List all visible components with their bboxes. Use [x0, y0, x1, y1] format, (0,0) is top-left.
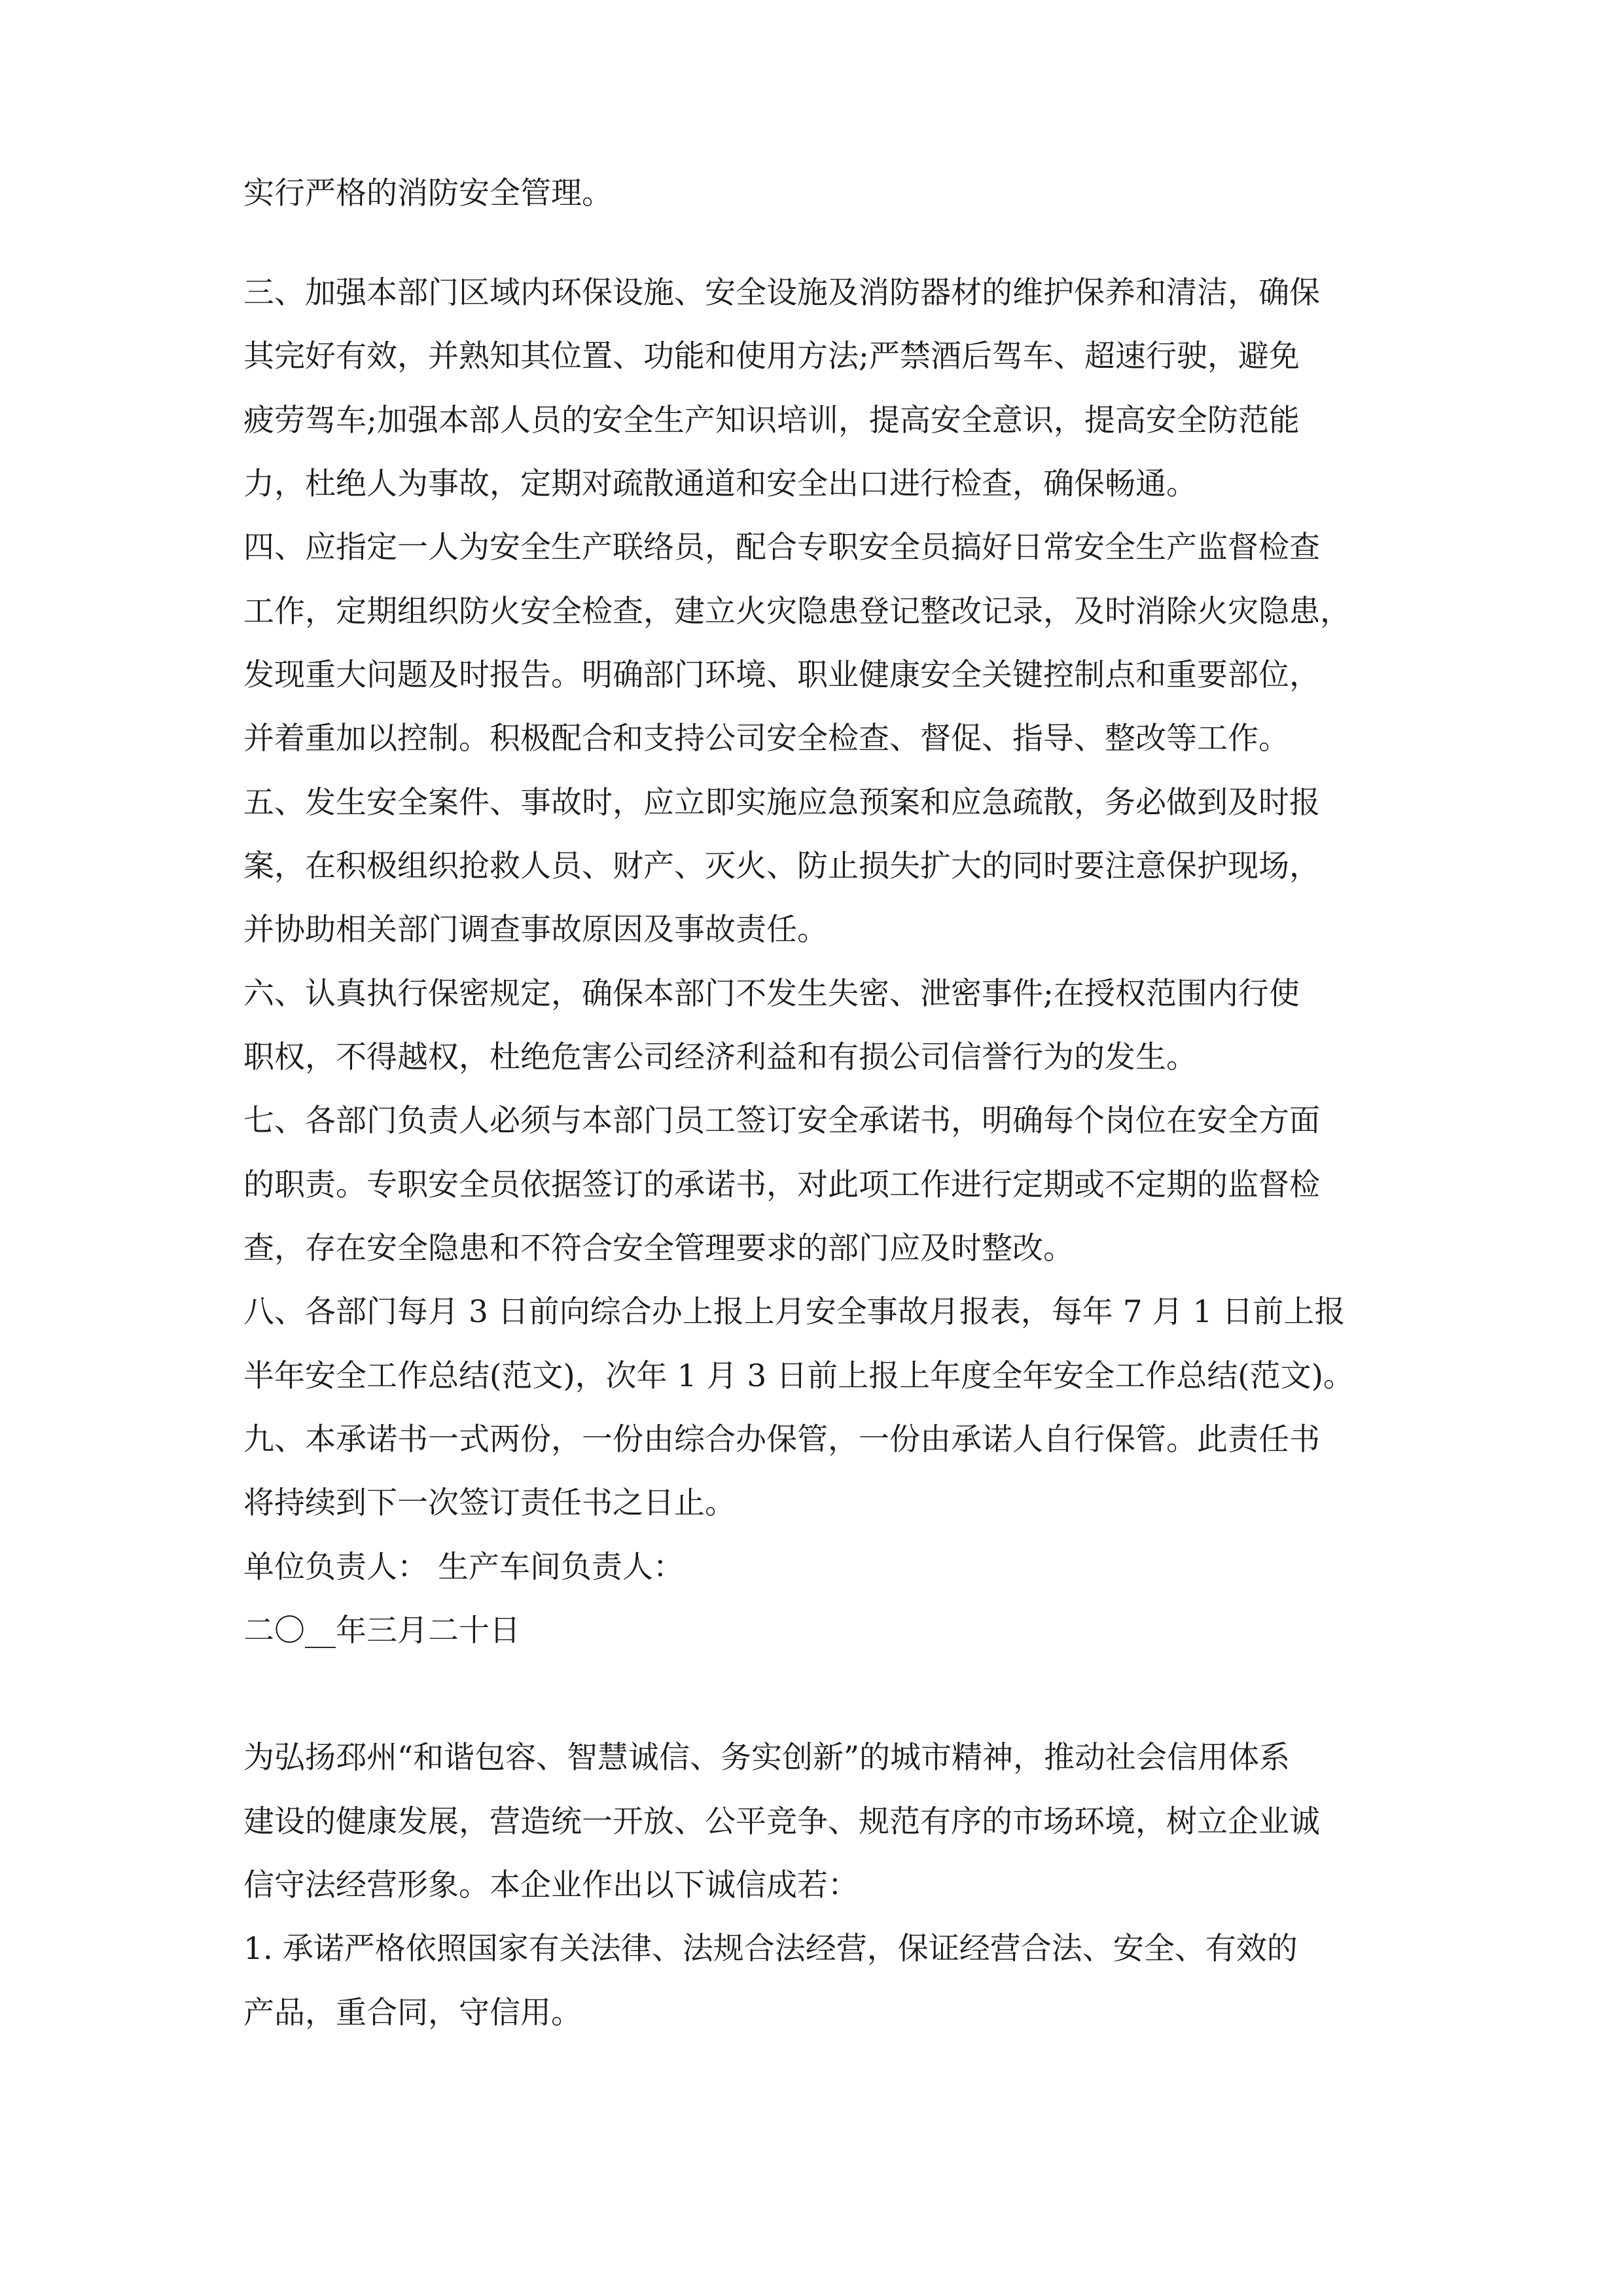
- text-line: 九、本承诺书一式两份，一份由综合办保管，一份由承诺人自行保管。此责任书: [243, 1422, 1320, 1458]
- text-line: 半年安全工作总结(范文)，次年 1 月 3 日前上报上年度全年安全工作总结(范文)。: [243, 1358, 1354, 1394]
- text-line: 发现重大问题及时报告。明确部门环境、职业健康安全关键控制点和重要部位，: [243, 657, 1320, 693]
- text-line: 工作，定期组织防火安全检查，建立火灾隐患登记整改记录，及时消除火灾隐患，: [243, 594, 1351, 630]
- text-line: 为弘扬邳州“和谐包容、智慧诚信、务实创新”的城市精神，推动社会信用体系: [243, 1740, 1291, 1776]
- text-line: 六、认真执行保密规定，确保本部门不发生失密、泄密事件;在授权范围内行使: [243, 976, 1300, 1012]
- signature-line: 单位负责人： 生产车间负责人：: [243, 1549, 684, 1585]
- text-line: 七、各部门负责人必须与本部门员工签订安全承诺书，明确每个岗位在安全方面: [243, 1103, 1320, 1139]
- text-line: 八、各部门每月 3 日前向综合办上报上月安全事故月报表，每年 7 月 1 日前上报: [243, 1294, 1346, 1330]
- text-line: 并协助相关部门调查事故原因及事故责任。: [243, 912, 828, 948]
- text-line: 其完好有效，并熟知其位置、功能和使用方法;严禁酒后驾车、超速行驶，避免: [243, 338, 1300, 374]
- text-line: 1. 承诺严格依照国家有关法律、法规合法经营，保证经营合法、安全、有效的: [243, 1931, 1298, 1967]
- text-line: 三、加强本部门区域内环保设施、安全设施及消防器材的维护保养和清洁，确保: [243, 275, 1320, 311]
- text-line: 的职责。专职安全员依据签订的承诺书，对此项工作进行定期或不定期的监督检: [243, 1167, 1320, 1203]
- text-line: 将持续到下一次签订责任书之日止。: [243, 1485, 736, 1521]
- text-line: 案，在积极组织抢救人员、财产、灭火、防止损失扩大的同时要注意保护现场，: [243, 848, 1320, 884]
- text-line: 职权，不得越权，杜绝危害公司经济利益和有损公司信誉行为的发生。: [243, 1039, 1197, 1075]
- text-line: 疲劳驾车;加强本部人员的安全生产知识培训，提高安全意识，提高安全防范能: [243, 403, 1300, 439]
- text-line: 四、应指定一人为安全生产联络员，配合专职安全员搞好日常安全生产监督检查: [243, 529, 1320, 565]
- text-line: 力，杜绝人为事故，定期对疏散通道和安全出口进行检查，确保畅通。: [243, 466, 1197, 502]
- text-line: 信守法经营形象。本企业作出以下诚信成若：: [243, 1867, 859, 1903]
- date-line: 二〇__年三月二十日: [243, 1613, 520, 1649]
- text-line: 实行严格的消防安全管理。: [243, 175, 613, 211]
- text-line: 查，存在安全隐患和不符合安全管理要求的部门应及时整改。: [243, 1230, 1074, 1266]
- text-line: 并着重加以控制。积极配合和支持公司安全检查、督促、指导、整改等工作。: [243, 721, 1289, 757]
- text-line: 建设的健康发展，营造统一开放、公平竞争、规范有序的市场环境，树立企业诚: [243, 1804, 1320, 1840]
- text-line: 五、发生安全案件、事故时，应立即实施应急预案和应急疏散，务必做到及时报: [243, 785, 1320, 821]
- text-line: 产品，重合同，守信用。: [243, 1995, 582, 2031]
